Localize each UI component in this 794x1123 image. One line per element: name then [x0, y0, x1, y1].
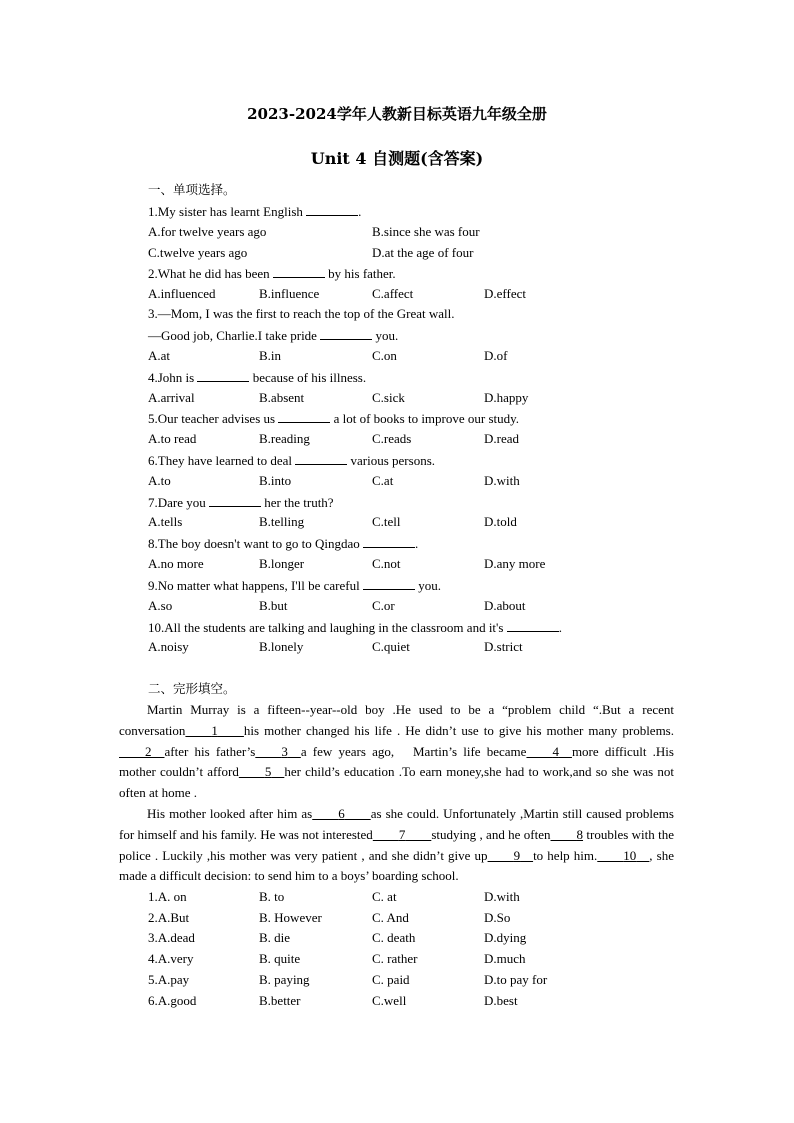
question-10-option-d: D.strict — [484, 639, 523, 654]
cloze-3-option-d: D.dying — [484, 930, 527, 945]
cloze-3-option-c: C. death — [372, 930, 416, 945]
section2-heading: 二、完形填空。 — [148, 681, 236, 696]
question-8-option-d: D.any more — [484, 556, 546, 571]
question-7-stem: 7.Dare you her the truth? — [148, 495, 334, 510]
cloze-blank-7: 7 — [398, 826, 406, 842]
question-3-stem-line2: —Good job, Charlie.I take pride you. — [148, 328, 399, 343]
cloze-3-option-a: 3.A.dead — [148, 930, 195, 945]
cloze-blank-3: 3 — [281, 743, 288, 759]
question-5-option-a: A.to read — [148, 431, 197, 446]
cloze-2-option-c: C. And — [372, 910, 409, 925]
question-9-stem: 9.No matter what happens, I'll be careful you. — [148, 578, 441, 593]
question-2-option-b: B.influence — [259, 286, 320, 301]
question-8-option-c: C.not — [372, 556, 401, 571]
question-4-option-a: A.arrival — [148, 390, 195, 405]
question-9-option-d: D.about — [484, 598, 526, 613]
cloze-4-option-c: C. rather — [372, 951, 418, 966]
question-4-stem: 4.John is because of his illness. — [148, 370, 367, 385]
cloze-4-option-d: D.much — [484, 951, 526, 966]
question-9-option-b: B.but — [259, 598, 288, 613]
question-10-option-b: B.lonely — [259, 639, 304, 654]
question-1-option-c: C.twelve years ago — [148, 245, 248, 260]
question-6-option-a: A.to — [148, 473, 171, 488]
cloze-5-option-a: 5.A.pay — [148, 972, 190, 987]
answer-blank — [507, 619, 559, 632]
question-4-option-c: C.sick — [372, 390, 405, 405]
question-3-option-a: A.at — [148, 348, 171, 363]
question-3-option-c: C.on — [372, 348, 397, 363]
question-3-option-d: D.of — [484, 348, 508, 363]
cloze-6-option-d: D.best — [484, 993, 518, 1008]
cloze-1-option-a: 1.A. on — [148, 889, 187, 904]
cloze-blank-4: 4 — [552, 743, 559, 759]
question-3-option-b: B.in — [259, 348, 282, 363]
cloze-2-option-d: D.So — [484, 910, 511, 925]
answer-blank — [273, 265, 325, 278]
cloze-blank-1: 1 — [211, 722, 218, 738]
question-8-option-b: B.longer — [259, 556, 305, 571]
question-9-option-a: A.so — [148, 598, 173, 613]
cloze-6-option-c: C.well — [372, 993, 407, 1008]
question-2-option-c: C.affect — [372, 286, 414, 301]
cloze-6-option-a: 6.A.good — [148, 993, 197, 1008]
question-1-option-d: D.at the age of four — [372, 245, 474, 260]
question-5-option-b: B.reading — [259, 431, 310, 446]
cloze-3-option-b: B. die — [259, 930, 291, 945]
answer-blank — [320, 327, 372, 340]
question-9-option-c: C.or — [372, 598, 395, 613]
question-5-option-d: D.read — [484, 431, 520, 446]
section1-heading: 一、单项选择。 — [148, 182, 236, 197]
question-7-option-a: A.tells — [148, 514, 183, 529]
question-7-option-c: C.tell — [372, 514, 401, 529]
question-5-option-c: C.reads — [372, 431, 412, 446]
question-4-option-d: D.happy — [484, 390, 529, 405]
cloze-blank-10: 10 — [623, 847, 637, 863]
question-2-stem: 2.What he did has been by his father. — [148, 266, 396, 281]
question-5-stem: 5.Our teacher advises us a lot of books to improve our study. — [148, 411, 520, 426]
cloze-4-option-a: 4.A.very — [148, 951, 194, 966]
question-8-stem: 8.The boy doesn't want to go to Qingdao . — [148, 536, 419, 551]
cloze-blank-9: 9 — [513, 847, 521, 863]
cloze-6-option-b: B.better — [259, 993, 301, 1008]
document-title: 2023-2024学年人教新目标英语九年级全册 — [247, 105, 547, 123]
question-10-option-a: A.noisy — [148, 639, 189, 654]
document-subtitle: Unit 4 自测题(含答案) — [310, 149, 484, 168]
cloze-5-option-c: C. paid — [372, 972, 410, 987]
answer-blank — [209, 494, 261, 507]
cloze-paragraph-2: His mother looked after him as 6 as she could. Unfortunately ,Martin still caused problems for himself and his family. He was not interested 7 studying , and he often 8 troubles with the police . Luckily ,his mother was very patient , and she didn’t give up 9 to help him. 10 , she made a difficult decision: to send him to a boys’ boarding school. — [119, 806, 674, 884]
question-7-option-b: B.telling — [259, 514, 305, 529]
answer-blank — [306, 203, 358, 216]
answer-blank — [197, 369, 249, 382]
question-1-option-a: A.for twelve years ago — [148, 224, 267, 239]
answer-blank — [278, 410, 330, 423]
question-1-stem: 1.My sister has learnt English . — [148, 204, 362, 219]
cloze-2-option-a: 2.A.But — [148, 910, 190, 925]
cloze-blank-2: 2 — [145, 743, 152, 759]
question-6-stem: 6.They have learned to deal various persons. — [148, 453, 436, 468]
cloze-1-option-d: D.with — [484, 889, 520, 904]
question-1-option-b: B.since she was four — [372, 224, 480, 239]
cloze-blank-5: 5 — [264, 764, 272, 780]
cloze-paragraph-1: Martin Murray is a fifteen--year--old boy .He used to be a “problem child “.But a recent conversation 1 his mother changed his life . He didn’t use to give his mother many problems. 2 after his father’s 3 a few years ago, Martin’s life became 4 more difficult .His mother couldn’t afford 5 her child’s education .To earn money,she had to work,and so she was not often at home . — [119, 702, 675, 801]
question-2-option-a: A.influenced — [148, 286, 216, 301]
question-6-option-c: C.at — [372, 473, 394, 488]
question-6-option-d: D.with — [484, 473, 520, 488]
question-6-option-b: B.into — [259, 473, 292, 488]
cloze-2-option-b: B. However — [259, 910, 322, 925]
cloze-1-option-c: C. at — [372, 889, 397, 904]
question-7-option-d: D.told — [484, 514, 517, 529]
cloze-1-option-b: B. to — [259, 889, 285, 904]
question-8-option-a: A.no more — [148, 556, 204, 571]
answer-blank — [363, 577, 415, 590]
answer-blank — [295, 452, 347, 465]
answer-blank — [363, 535, 415, 548]
question-4-option-b: B.absent — [259, 390, 305, 405]
cloze-blank-8: 8 — [576, 826, 584, 842]
cloze-5-option-d: D.to pay for — [484, 972, 548, 987]
cloze-5-option-b: B. paying — [259, 972, 310, 987]
cloze-4-option-b: B. quite — [259, 951, 301, 966]
question-2-option-d: D.effect — [484, 286, 526, 301]
cloze-blank-6: 6 — [338, 806, 345, 821]
question-10-option-c: C.quiet — [372, 639, 410, 654]
question-3-stem: 3.—Mom, I was the first to reach the top of the Great wall. — [148, 306, 455, 321]
question-10-stem: 10.All the students are talking and laughing in the classroom and it's . — [148, 620, 562, 635]
